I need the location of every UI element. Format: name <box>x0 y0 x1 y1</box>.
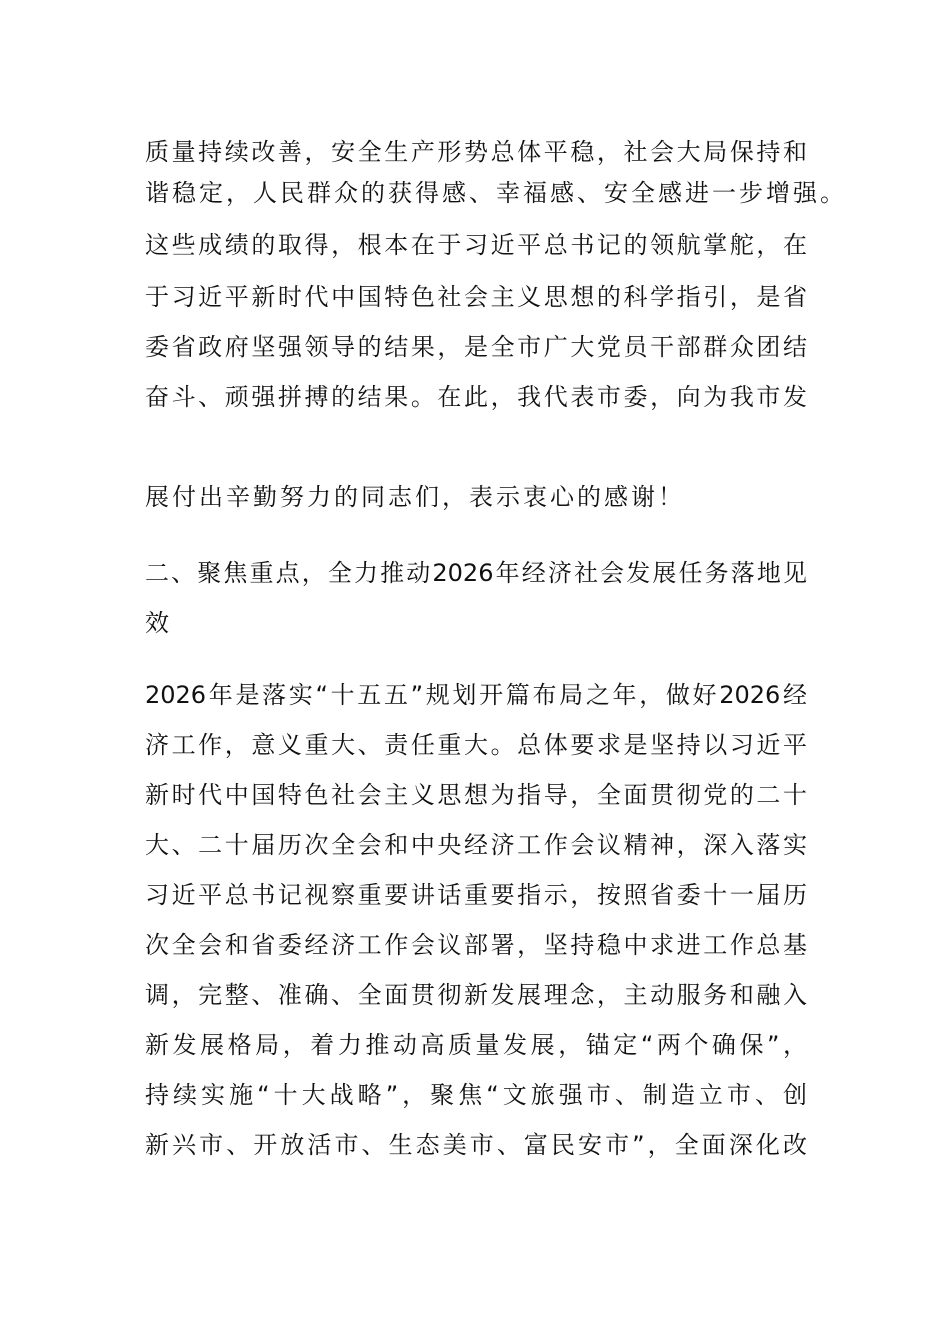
text-line: 次全会和省委经济工作会议部署，坚持稳中求进工作总基 <box>145 931 807 959</box>
text-line: 质量持续改善，安全生产形势总体平稳，社会大局保持和 <box>145 138 807 166</box>
text-line: 新时代中国特色社会主义思想为指导，全面贯彻党的二十 <box>145 781 807 809</box>
text-line: 持续实施“十大战略”，聚焦“文旅强市、制造立市、创 <box>145 1081 807 1109</box>
text-line: 新发展格局，着力推动高质量发展，锚定“两个确保”， <box>145 1031 807 1059</box>
text-line: 调，完整、准确、全面贯彻新发展理念，主动服务和融入 <box>145 981 807 1009</box>
text-line: 奋斗、顽强拼搏的结果。在此，我代表市委，向为我市发 <box>145 383 807 411</box>
text-line: 委省政府坚强领导的结果，是全市广大党员干部群众团结 <box>145 333 807 361</box>
text-line: 习近平总书记视察重要讲话重要指示，按照省委十一届历 <box>145 881 807 909</box>
text-line: 2026年是落实“十五五”规划开篇布局之年，做好2026经 <box>145 681 807 709</box>
text-line: 效 <box>145 609 172 637</box>
text-line: 展付出辛勤努力的同志们，表示衷心的感谢！ <box>145 483 685 511</box>
text-line: 新兴市、开放活市、生态美市、富民安市”，全面深化改 <box>145 1131 807 1159</box>
text-line: 于习近平新时代中国特色社会主义思想的科学指引，是省 <box>145 283 807 311</box>
text-line: 谐稳定，人民群众的获得感、幸福感、安全感进一步增强。 <box>145 179 847 207</box>
text-line: 这些成绩的取得，根本在于习近平总书记的领航掌舵，在 <box>145 231 807 259</box>
text-line: 大、二十届历次全会和中央经济工作会议精神，深入落实 <box>145 831 807 859</box>
text-line: 二、聚焦重点，全力推动2026年经济社会发展任务落地见 <box>145 559 807 587</box>
text-line: 济工作，意义重大、责任重大。总体要求是坚持以习近平 <box>145 731 807 759</box>
